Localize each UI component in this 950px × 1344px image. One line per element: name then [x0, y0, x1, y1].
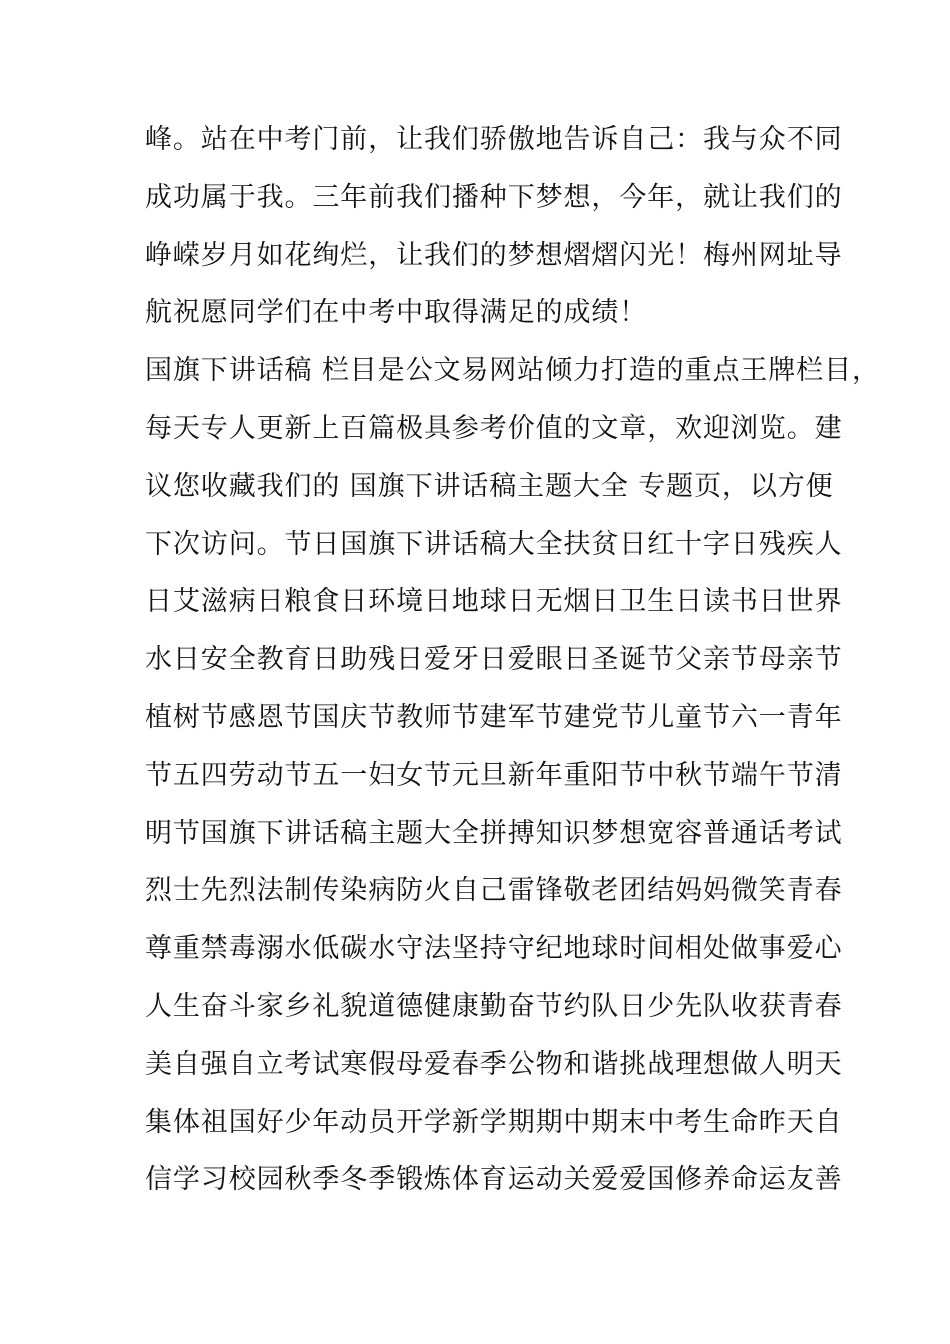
- text-line: 国旗下讲话稿 栏目是公文易网站倾力打造的重点王牌栏目，: [145, 355, 880, 387]
- body-text: [145, 116, 880, 1214]
- text-line: 每天专人更新上百篇极具参考价值的文章，欢迎浏览。建: [145, 412, 843, 444]
- text-line: 烈士先烈法制传染病防火自己雷锋敬老团结妈妈微笑青春: [145, 875, 843, 907]
- text-line: 水日安全教育日助残日爱牙日爱眼日圣诞节父亲节母亲节: [145, 644, 843, 676]
- text-line: 美自强自立考试寒假母爱春季公物和谐挑战理想做人明天: [145, 1048, 843, 1080]
- text-line: 峰。站在中考门前，让我们骄傲地告诉自己：我与众不同: [145, 124, 843, 155]
- text-line: 人生奋斗家乡礼貌道德健康勤奋节约队日少先队收获青春: [145, 990, 843, 1022]
- text-line: 峥嵘岁月如花绚烂，让我们的梦想熠熠闪光！梅州网址导: [145, 239, 843, 271]
- text-line: 尊重禁毒溺水低碳水守法坚持守纪地球时间相处做事爱心: [145, 933, 843, 965]
- text-line: 植树节感恩节国庆节教师节建军节建党节儿童节六一青年: [145, 701, 843, 733]
- text-line: 议您收藏我们的 国旗下讲话稿主题大全 专题页，以方便: [145, 470, 834, 502]
- text-line: 航祝愿同学们在中考中取得满足的成绩！: [145, 297, 648, 329]
- text-line: 成功属于我。三年前我们播种下梦想，今年，就让我们的: [145, 181, 843, 213]
- text-line: 节五四劳动节五一妇女节元旦新年重阳节中秋节端午节清: [145, 759, 843, 791]
- text-line: 明节国旗下讲话稿主题大全拼搏知识梦想宽容普通话考试: [145, 817, 843, 849]
- text-line: 日艾滋病日粮食日环境日地球日无烟日卫生日读书日世界: [145, 586, 843, 618]
- text-line: 下次访问。节日国旗下讲话稿大全扶贫日红十字日残疾人: [145, 528, 843, 560]
- text-line: 集体祖国好少年动员开学新学期期中期末中考生命昨天自: [145, 1106, 843, 1138]
- text-line: 信学习校园秋季冬季锻炼体育运动关爱爱国修养命运友善: [145, 1164, 843, 1196]
